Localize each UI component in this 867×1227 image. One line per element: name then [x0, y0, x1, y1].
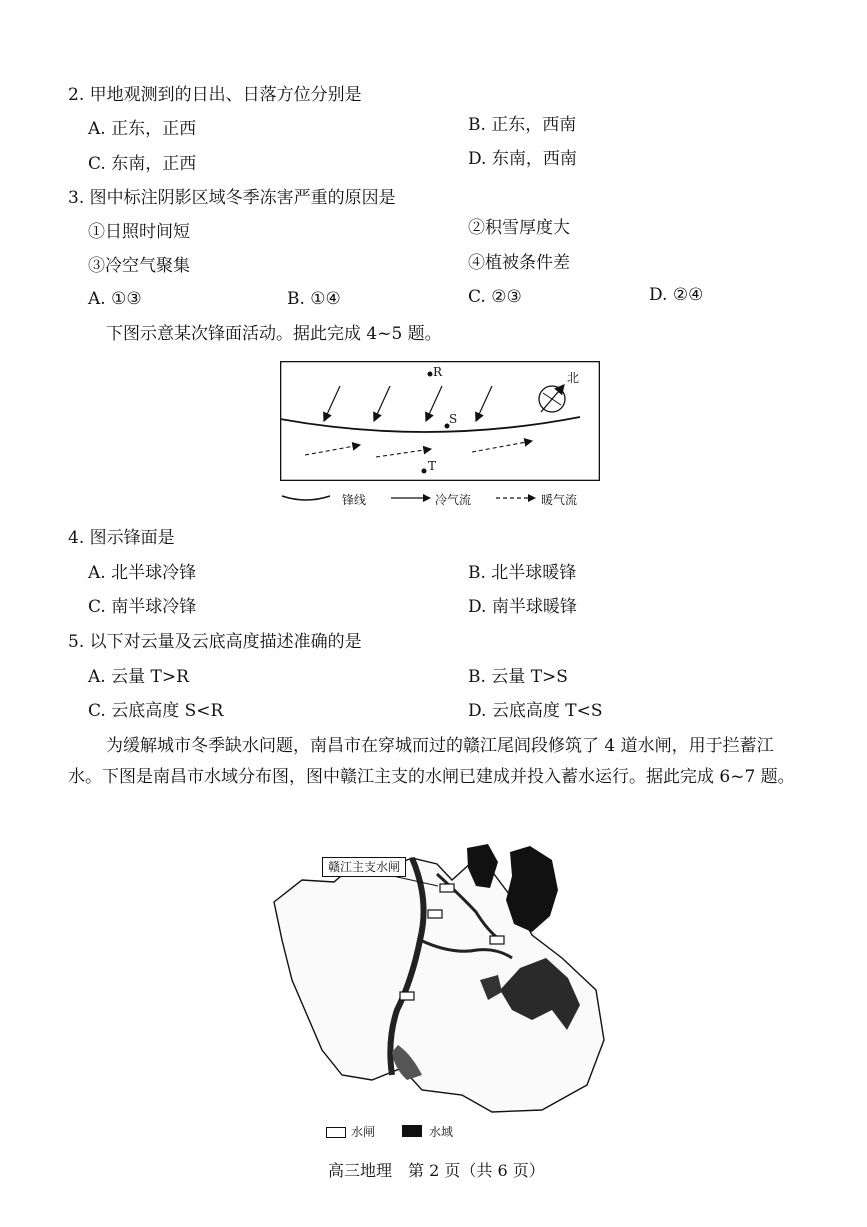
legend-warm-label: 暖气流	[541, 493, 578, 507]
q3-statement-3: ③冷空气聚集	[88, 256, 190, 276]
q5-option-b: B. 云量 T>S	[468, 667, 568, 687]
legend-cold-arrow-symbol	[389, 491, 433, 505]
q3-option-c: C. ②③	[468, 287, 522, 307]
q4-option-c: C. 南半球冷锋	[88, 597, 197, 617]
q3-statement-4: ④植被条件差	[468, 253, 570, 273]
q2-option-c: C. 东南，正西	[88, 154, 197, 174]
point-r-label: R	[433, 365, 443, 379]
q3-option-a: A. ①③	[88, 289, 142, 309]
intro-q6-7: 为缓解城市冬季缺水问题，南昌市在穿城而过的赣江尾闾段修筑了 4 道水闸，用于拦蓄江水。下图是南昌市水域分布图，图中赣江主支的水闸已建成并投入蓄水运行。据此完成 6~7 题。	[68, 736, 795, 787]
intro-q4-5: 下图示意某次锋面活动。据此完成 4~5 题。	[106, 324, 442, 344]
front-diagram	[280, 361, 600, 481]
q5-stem: 5. 以下对云量及云底高度描述准确的是	[68, 632, 362, 652]
legend-warm-arrow-symbol	[494, 491, 538, 505]
q4-option-a: A. 北半球冷锋	[88, 563, 197, 583]
legend-front-line-label: 锋线	[342, 493, 367, 507]
q2-option-b: B. 正东，西南	[468, 115, 577, 135]
q4-option-d: D. 南半球暖锋	[468, 597, 577, 617]
legend-water-label: 水域	[429, 1125, 454, 1139]
main-branch-gate-callout: 赣江主支水闸	[322, 857, 406, 877]
page-footer: 高三地理 第 2 页（共 6 页）	[328, 1161, 545, 1180]
q5-option-c: C. 云底高度 S<R	[88, 701, 224, 721]
q5-option-d: D. 云底高度 T<S	[468, 701, 603, 721]
q3-stem: 3. 图中标注阴影区域冬季冻害严重的原因是	[68, 188, 396, 208]
point-t-label: T	[428, 459, 437, 473]
q2-option-d: D. 东南，西南	[468, 149, 577, 169]
north-label: 北	[567, 371, 580, 385]
legend-cold-label: 冷气流	[435, 493, 472, 507]
nanchang-water-map	[262, 840, 612, 1125]
q4-stem: 4. 图示锋面是	[68, 528, 175, 548]
legend-water-symbol	[402, 1125, 422, 1137]
q5-option-a: A. 云量 T>R	[88, 667, 189, 687]
q3-statement-1: ①日照时间短	[88, 222, 190, 242]
legend-front-line-symbol	[280, 490, 332, 506]
q2-option-a: A. 正东，正西	[88, 119, 197, 139]
point-s-label: S	[449, 412, 458, 426]
q3-option-d: D. ②④	[649, 285, 704, 305]
legend-gate-label: 水闸	[351, 1125, 376, 1139]
legend-gate-symbol	[326, 1127, 346, 1138]
q4-option-b: B. 北半球暖锋	[468, 563, 577, 583]
q3-option-b: B. ①④	[287, 289, 341, 309]
q2-stem: 2. 甲地观测到的日出、日落方位分别是	[68, 85, 362, 105]
q3-statement-2: ②积雪厚度大	[468, 218, 570, 238]
